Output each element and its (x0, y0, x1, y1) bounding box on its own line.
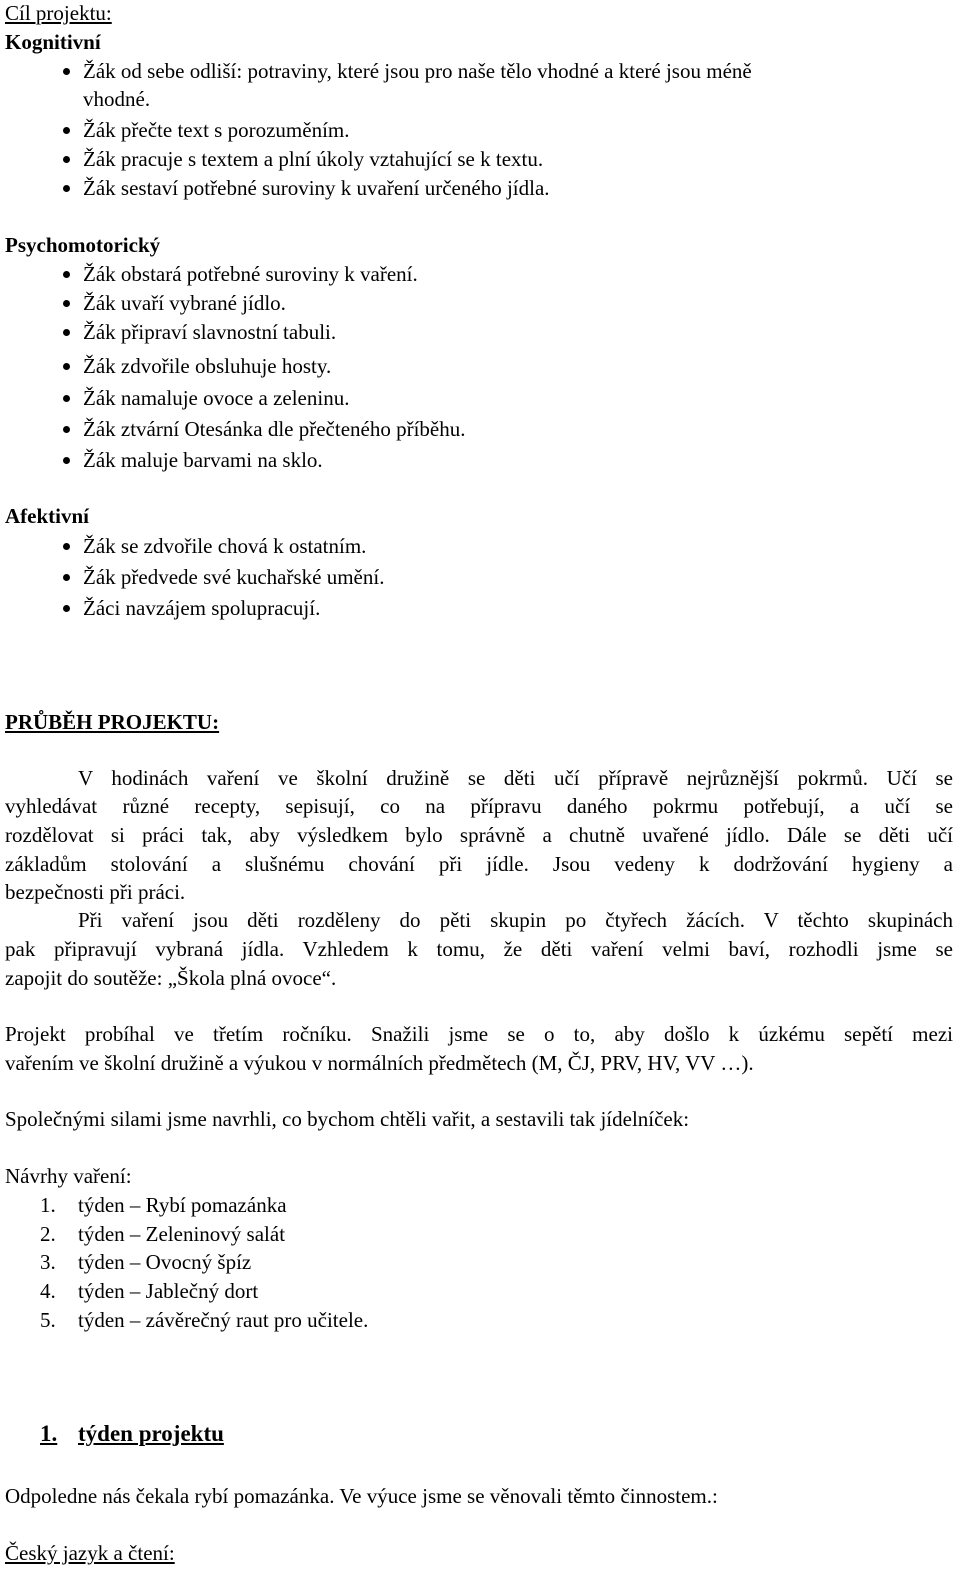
goal-heading: Cíl projektu: (5, 1, 112, 25)
bullet-icon (63, 426, 70, 433)
list-item: Žák zdvořile obsluhuje hosty. (83, 353, 331, 379)
bullet-icon (63, 574, 70, 581)
cognitive-heading: Kognitivní (5, 30, 101, 54)
week1-heading: 1. týden projektu (40, 1421, 224, 1446)
list-item: Žák se zdvořile chová k ostatním. (83, 533, 366, 559)
paragraph-line: Projekt probíhal ve třetím ročníku. Snažili jsme se o to, aby došlo k úzkému sepětí mezi (5, 1022, 953, 1046)
bullet-icon (63, 363, 70, 370)
paragraph-line: V hodinách vaření ve školní družině se děti učí přípravě nejrůznější pokrmů. Učí se (78, 766, 953, 790)
list-item: Žák připraví slavnostní tabuli. (83, 319, 336, 345)
list-item: 1. týden – Rybí pomazánka (40, 1193, 287, 1217)
paragraph-line: zapojit do soutěže: „Škola plná ovoce“. (5, 966, 337, 990)
bullet-icon (63, 300, 70, 307)
list-item: Žák uvaří vybrané jídlo. (83, 290, 286, 316)
affective-heading: Afektivní (5, 504, 89, 528)
bullet-icon (63, 68, 70, 75)
list-item: Žák pracuje s textem a plní úkoly vztahující se k textu. (83, 146, 543, 172)
paragraph-line: pak připravují vybraná jídla. Vzhledem k tomu, že děti vaření velmi baví, rozhodli jsme se (5, 937, 953, 961)
paragraph-line: vyhledávat různé recepty, sepisují, co na přípravu daného pokrmu potřebují, a učí se (5, 794, 953, 818)
bullet-icon (63, 127, 70, 134)
bullet-icon (63, 329, 70, 336)
paragraph-line: Odpoledne nás čekala rybí pomazánka. Ve výuce jsme se věnovali těmto činnostem.: (5, 1484, 718, 1508)
list-item: 2. týden – Zeleninový salát (40, 1222, 286, 1246)
list-item: Žák sestaví potřebné suroviny k uvaření určeného jídla. (83, 175, 550, 201)
list-item: Žák přečte text s porozuměním. (83, 117, 350, 143)
list-item: Žák maluje barvami na sklo. (83, 447, 323, 473)
bullet-icon (63, 457, 70, 464)
progress-heading: PRŮBĚH PROJEKTU: (5, 710, 220, 734)
proposals-heading: Návrhy vaření: (5, 1164, 132, 1188)
bullet-icon (63, 271, 70, 278)
paragraph-line: rozdělovat si práci tak, aby výsledkem bylo správně a chutně uvařené jídlo. Dále se děti učí (5, 823, 953, 847)
list-item: Žák obstará potřebné suroviny k vaření. (83, 261, 418, 287)
list-item-continuation: vhodné. (83, 87, 151, 111)
bullet-icon (63, 395, 70, 402)
psychomotor-heading: Psychomotorický (5, 233, 161, 257)
list-item: Žáci navzájem spolupracují. (83, 595, 320, 621)
list-item: Žák namaluje ovoce a zeleninu. (83, 385, 349, 411)
list-item: 5. týden – závěrečný raut pro učitele. (40, 1308, 369, 1332)
bullet-icon (63, 543, 70, 550)
paragraph-line: bezpečnosti při práci. (5, 880, 186, 904)
czech-heading: Český jazyk a čtení: (5, 1541, 175, 1565)
paragraph-line: Společnými silami jsme navrhli, co bychom chtěli vařit, a sestavili tak jídelníček: (5, 1107, 690, 1131)
paragraph-line: základům stolování a slušnému chování při jídle. Jsou vedeny k dodržování hygieny a (5, 852, 953, 876)
list-item: 3. týden – Ovocný špíz (40, 1250, 252, 1274)
list-item: Žák předvede své kuchařské umění. (83, 564, 384, 590)
bullet-icon (63, 605, 70, 612)
bullet-icon (63, 156, 70, 163)
paragraph-line: Při vaření jsou děti rozděleny do pěti skupin po čtyřech žácích. V těchto skupinách (78, 908, 953, 932)
paragraph-line: vařením ve školní družině a výukou v normálních předmětech (M, ČJ, PRV, HV, VV …). (5, 1051, 754, 1075)
list-item: 4. týden – Jablečný dort (40, 1279, 259, 1303)
list-item: Žák ztvární Otesánka dle přečteného příběhu. (83, 416, 466, 442)
bullet-icon (63, 185, 70, 192)
list-item: Žák od sebe odliší: potraviny, které jsou pro naše tělo vhodné a které jsou méně (83, 58, 752, 84)
